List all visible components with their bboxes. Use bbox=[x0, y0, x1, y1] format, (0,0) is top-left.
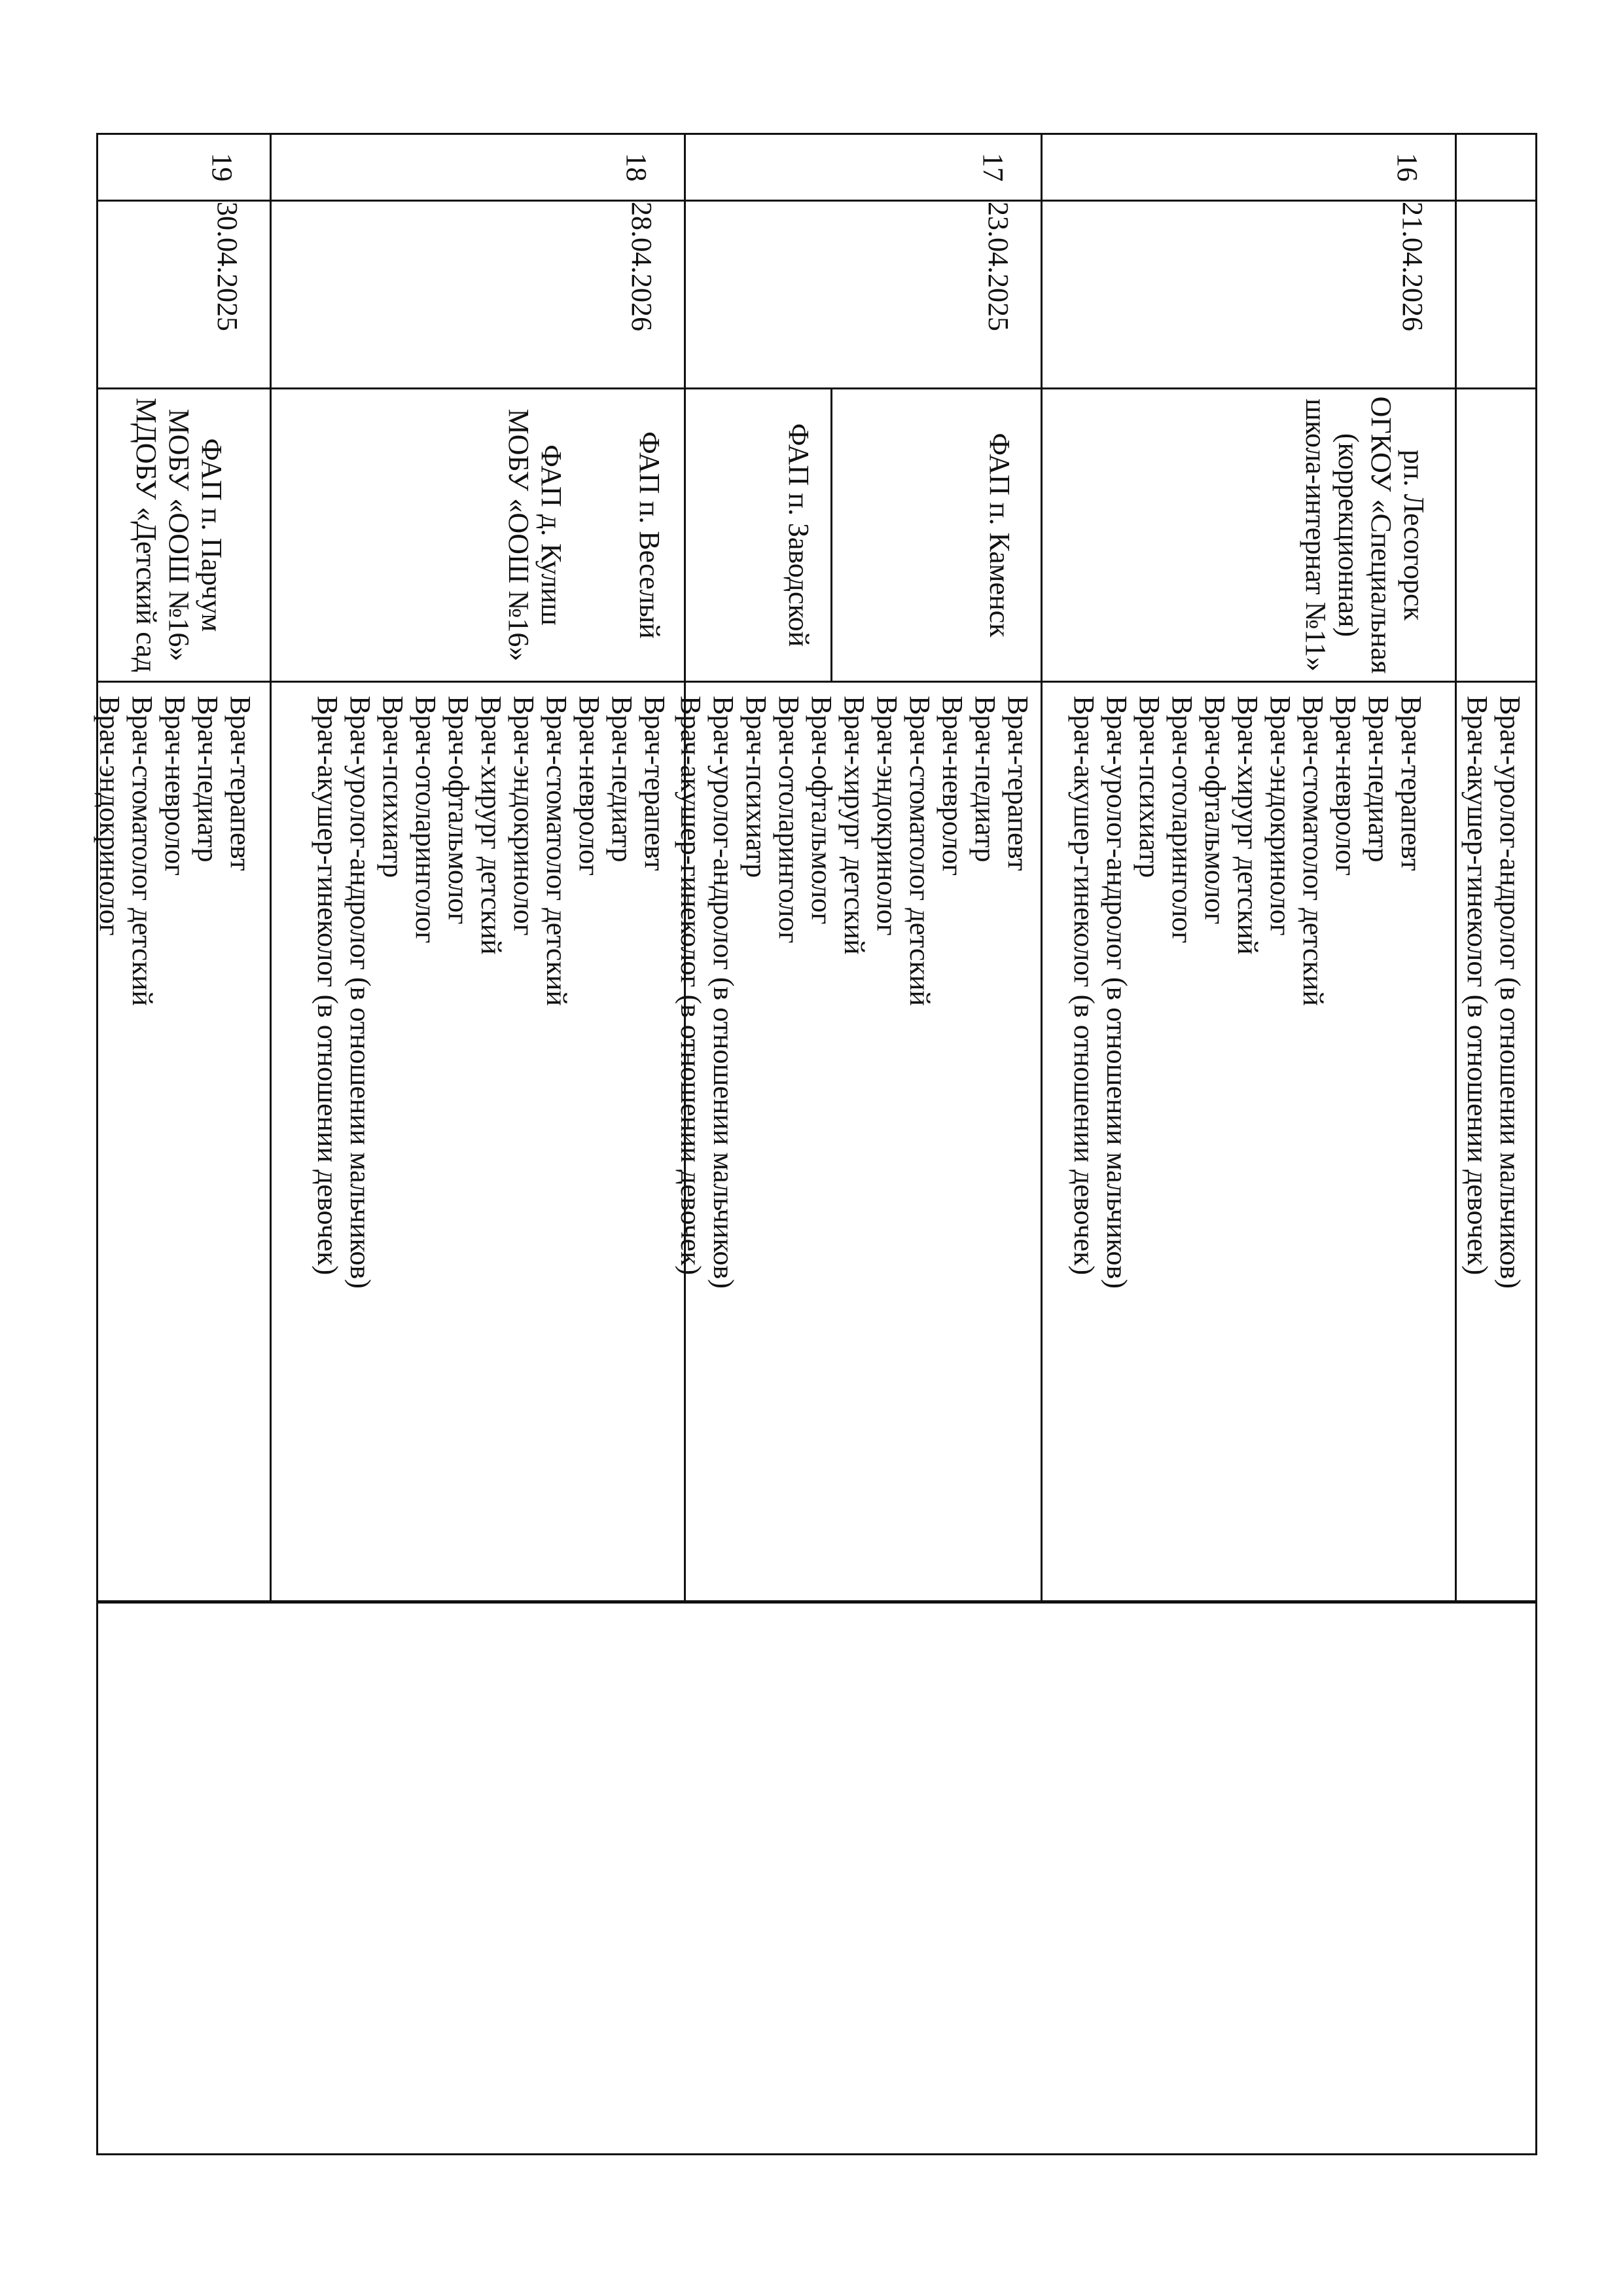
row-date bbox=[684, 200, 1043, 389]
specialist-item: Врач-стоматолог детский bbox=[904, 696, 936, 1006]
location-line: ФАП д. Кулиш bbox=[535, 444, 567, 626]
row-date bbox=[96, 200, 272, 389]
specialist-item: Врач-стоматолог детский bbox=[541, 696, 573, 1006]
empty-notes-column bbox=[96, 1600, 1537, 2155]
specialist-item: Врач-терапевт bbox=[1002, 696, 1034, 871]
specialist-item: Врач-эндокринолог bbox=[1264, 696, 1296, 936]
specialist-item: Врач-стоматолог детский bbox=[126, 696, 158, 1006]
row-date-text: 28.04.2026 bbox=[626, 202, 658, 331]
specialist-item: Врач-отоларинголог bbox=[410, 696, 442, 944]
row-number-text: 17 bbox=[977, 152, 1009, 182]
location-line: ФАП п. Каменск bbox=[984, 433, 1016, 637]
specialist-item: Врач-психиатр bbox=[740, 696, 772, 878]
location-line: ФАП п. Веселый bbox=[633, 431, 666, 639]
row-date-text: 23.04.2025 bbox=[982, 202, 1014, 331]
row-location bbox=[1041, 387, 1457, 683]
specialist-item: Врач-уролог-андролог (в отношении мальчиков) bbox=[1494, 696, 1526, 1289]
specialist-item: Врач-педиатр bbox=[192, 696, 224, 863]
row-location bbox=[684, 387, 832, 683]
specialist-item: Врач-педиатр bbox=[969, 696, 1001, 863]
specialist-item: Врач-акушер-гинеколог (в отношении девочек) bbox=[312, 696, 344, 1276]
row-number-text: 16 bbox=[1391, 152, 1423, 182]
row-location bbox=[270, 387, 686, 683]
row-number-text: 18 bbox=[620, 152, 652, 182]
location-line: школа-интернат №11» bbox=[1300, 399, 1332, 672]
row-number bbox=[270, 133, 686, 202]
specialist-item: Врач-эндокринолог bbox=[871, 696, 903, 936]
row-location bbox=[830, 387, 1043, 683]
row-specialists bbox=[96, 681, 272, 1602]
row-number-text: 19 bbox=[206, 152, 238, 182]
location-line: ОГКОУ «Специальная bbox=[1365, 396, 1397, 674]
specialist-item: Врач-акушер-гинеколог (в отношении девочек) bbox=[1461, 696, 1493, 1276]
specialist-item: Врач-педиатр bbox=[1363, 696, 1395, 863]
location-line: МОБУ «ООШ №16» bbox=[503, 408, 535, 662]
row-date-text: 21.04.2026 bbox=[1397, 202, 1429, 331]
specialist-item: Врач-хирург детский bbox=[838, 696, 870, 955]
row-date bbox=[270, 200, 686, 389]
specialist-item: Врач-офтальмолог bbox=[806, 696, 838, 925]
row-number bbox=[1041, 133, 1457, 202]
row-specialists bbox=[270, 681, 686, 1602]
specialist-item: Врач-стоматолог детский bbox=[1297, 696, 1329, 1006]
specialist-item: Врач-хирург детский bbox=[475, 696, 507, 955]
cont-number-cell bbox=[1455, 133, 1537, 202]
specialist-item: Врач-терапевт bbox=[639, 696, 671, 871]
specialist-item: Врач-невролог bbox=[936, 696, 969, 876]
specialist-item: Врач-акушер-гинеколог (в отношении девочек) bbox=[1068, 696, 1100, 1276]
specialist-item: Врач-отоларинголог bbox=[773, 696, 805, 944]
specialist-item: Врач-отоларинголог bbox=[1166, 696, 1198, 944]
specialist-item: Врач-педиатр bbox=[606, 696, 638, 863]
row-specialists bbox=[1041, 681, 1457, 1602]
specialist-item: Врач-терапевт bbox=[1395, 696, 1427, 871]
specialist-item: Врач-уролог-андролог (в отношении мальчиков) bbox=[707, 696, 740, 1289]
row-date bbox=[1041, 200, 1457, 389]
location-line: (коррекционная) bbox=[1332, 433, 1364, 637]
row-location bbox=[96, 387, 272, 683]
specialist-item: Врач-невролог bbox=[573, 696, 605, 876]
location-line: ФАП п. Парчум bbox=[196, 438, 228, 632]
specialist-item: Врач-офтальмолог bbox=[1199, 696, 1231, 925]
location-line: рп. Лесогорск bbox=[1398, 449, 1430, 621]
cont-date-cell bbox=[1455, 200, 1537, 389]
row-date-text: 30.04.2025 bbox=[211, 202, 243, 331]
specialist-item: Врач-эндокринолог bbox=[94, 696, 126, 936]
location-line: МДОБУ «Детский сад bbox=[130, 397, 162, 673]
location-line: ФАП п. Заводской bbox=[783, 423, 815, 647]
specialist-item: Врач-психиатр bbox=[377, 696, 409, 878]
specialist-item: Врач-акушер-гинеколог (в отношении девочек) bbox=[675, 696, 707, 1276]
specialist-item: Врач-уролог-андролог (в отношении мальчиков) bbox=[344, 696, 376, 1289]
row-number bbox=[96, 133, 272, 202]
specialist-item: Врач-уролог-андролог (в отношении мальчиков) bbox=[1101, 696, 1133, 1289]
row-specialists bbox=[675, 681, 1043, 1602]
specialist-item: Врач-невролог bbox=[1330, 696, 1362, 876]
specialist-item: Врач-невролог bbox=[159, 696, 191, 876]
cont-specialists-cell bbox=[1455, 681, 1537, 1602]
cont-location-cell bbox=[1455, 387, 1537, 683]
specialist-item: Врач-офтальмолог bbox=[442, 696, 474, 925]
location-line: МОБУ «ООШ №16» bbox=[163, 408, 195, 662]
specialist-item: Врач-терапевт bbox=[224, 696, 257, 871]
specialist-item: Врач-хирург детский bbox=[1232, 696, 1264, 955]
specialist-item: Врач-психиатр bbox=[1133, 696, 1166, 878]
specialist-item: Врач-эндокринолог bbox=[508, 696, 540, 936]
row-number bbox=[684, 133, 1043, 202]
